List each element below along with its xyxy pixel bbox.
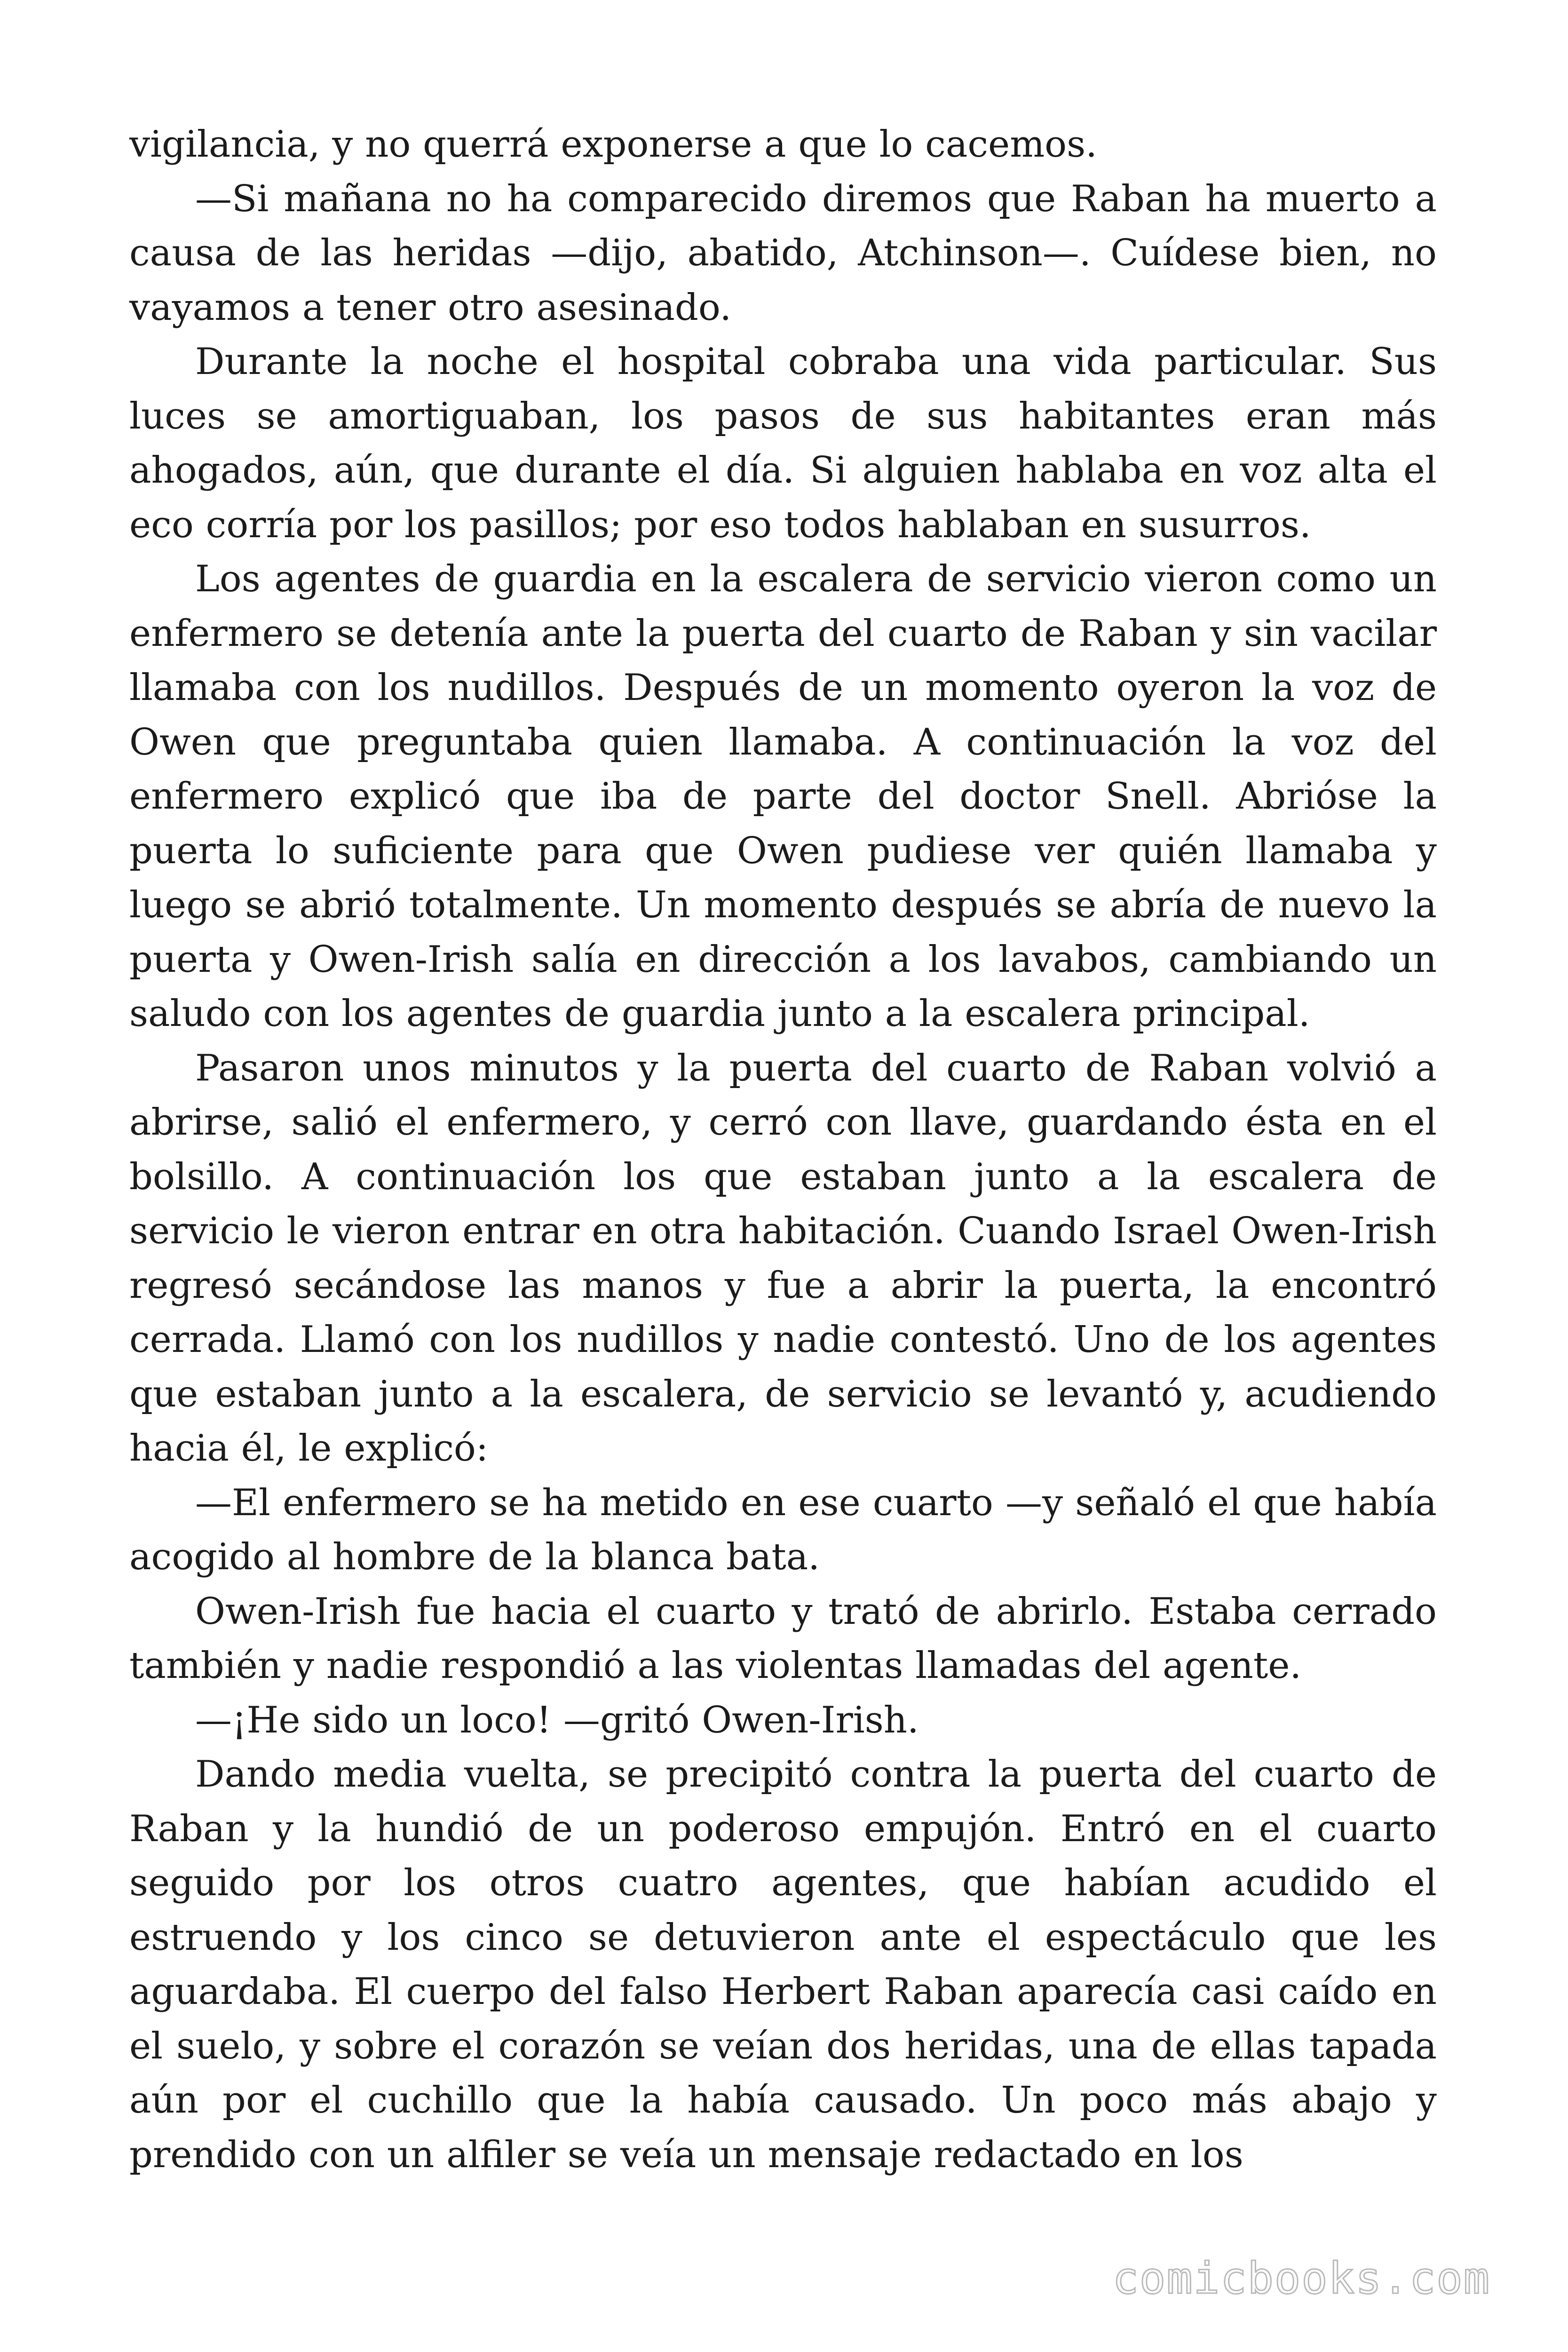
- paragraph: Durante la noche el hospital cobraba una vida particular. Sus luces se amortiguaban, los pasos de sus habitantes eran más ahogados, aún, que durante el día. Si alguien hablaba en voz alta el eco corría por los pasillos; por eso todos hablaban en susurros.: [129, 341, 1437, 546]
- paragraph: Los agentes de guardia en la escalera de servicio vieron como un enfermero se detenía ante la puerta del cuarto de Raban y sin vacilar llamaba con los nudillos. Después de un momento oyeron la voz de Owen que preguntaba quien llamaba. A continuación la voz del enfermero explicó que iba de parte del doctor Snell. Abrióse la puerta lo suficiente para que Owen pudiese ver quién llamaba y luego se abrió totalmente. Un momento después se abría de nuevo la puerta y Owen-Irish salía en dirección a los lavabos, cambiando un saludo con los agentes de guardia junto a la escalera principal.: [129, 558, 1437, 1035]
- body-text: [129, 118, 1437, 2182]
- paragraph: —¡He sido un loco! —gritó Owen-Irish.: [195, 1699, 919, 1741]
- watermark: comicbooks.com: [1112, 2253, 1490, 2304]
- paragraph: —El enfermero se ha metido en ese cuarto —y señaló el que había acogido al hombre de la blanca bata.: [129, 1481, 1437, 1578]
- paragraph: Owen-Irish fue hacia el cuarto y trató de abrirlo. Estaba cerrado también y nadie respondió a las violentas llamadas del agente.: [129, 1590, 1437, 1687]
- paragraph: Pasaron unos minutos y la puerta del cuarto de Raban volvió a abrirse, salió el enfermero, y cerró con llave, guardando ésta en el bolsillo. A continuación los que estaban junto a la escalera de servicio le vieron entrar en otra habitación. Cuando Israel Owen-Irish regresó secándose las manos y fue a abrir la puerta, la encontró cerrada. Llamó con los nudillos y nadie contestó. Uno de los agentes que estaban junto a la escalera, de servicio se levantó y, acudiendo hacia él, le explicó:: [129, 1047, 1437, 1470]
- paragraph: —Si mañana no ha comparecido diremos que Raban ha muerto a causa de las heridas —dijo, abatido, Atchinson—. Cuídese bien, no vayamos a tener otro asesinado.: [129, 177, 1437, 329]
- paragraph: Dando media vuelta, se precipitó contra la puerta del cuarto de Raban y la hundió de un poderoso empujón. Entró en el cuarto seguido por los otros cuatro agentes, que habían acudido el estruendo y los cinco se detuvieron ante el espectáculo que les aguardaba. El cuerpo del falso Herbert Raban aparecía casi caído en el suelo, y sobre el corazón se veían dos heridas, una de ellas tapada aún por el cuchillo que la había causado. Un poco más abajo y prendido con un alfiler se veía un mensaje redactado en los: [129, 1753, 1437, 2176]
- paragraph: vigilancia, y no querrá exponerse a que lo cacemos.: [129, 123, 1097, 166]
